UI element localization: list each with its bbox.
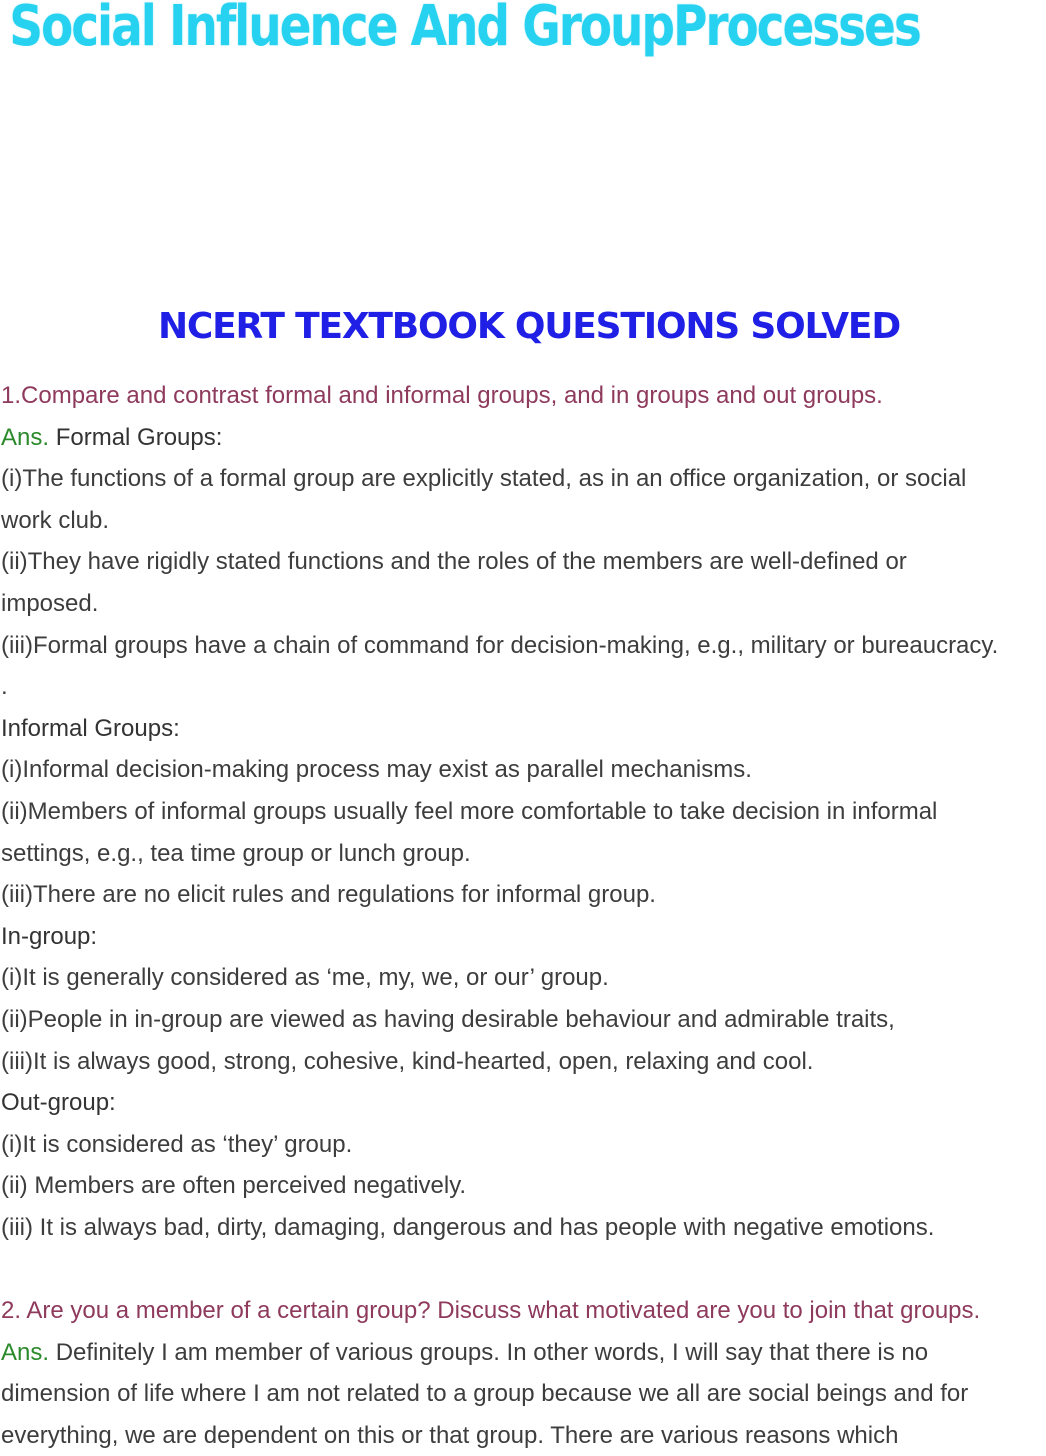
formal-line: (iii)Formal groups have a chain of command for decision-making, e.g., military or bureaucracy. [1,631,999,659]
formal-groups-heading: Formal Groups: [49,423,223,451]
in-group-line: (ii)People in in-group are viewed as having desirable behaviour and admirable traits, [1,1005,895,1033]
in-group-line: (i)It is generally considered as ‘me, my, we, or our’ group. [1,964,609,992]
informal-line: settings, e.g., tea time group or lunch group. [1,839,471,867]
answer-2-line: dimension of life where I am not related to a group because we all are social beings and for [1,1380,969,1408]
out-group-line: (i)It is considered as ‘they’ group. [1,1130,353,1158]
formal-line: (i)The functions of a formal group are explicitly stated, as in an office organization, or social [1,465,967,493]
in-group-line: (iii)It is always good, strong, cohesive, kind-hearted, open, relaxing and cool. [1,1047,814,1075]
formal-line: . [1,673,8,701]
answer-2-line: everything, we are dependent on this or that group. There are various reasons which [1,1421,899,1449]
informal-line: (ii)Members of informal groups usually feel more comfortable to take decision in informal [1,797,938,825]
informal-groups-heading: Informal Groups: [1,714,180,742]
in-group-heading: In-group: [1,922,98,950]
question-2: 2. Are you a member of a certain group? Discuss what motivated are you to join that groups. [1,1297,981,1325]
informal-line: (i)Informal decision-making process may exist as parallel mechanisms. [1,756,752,784]
out-group-line: (iii) It is always bad, dirty, damaging, dangerous and has people with negative emotions. [1,1213,935,1241]
spacer [1,1248,1046,1290]
formal-line: work club. [1,506,110,534]
document-body [1,375,1046,1456]
ans-label: Ans. [1,1338,50,1366]
out-group-line: (ii) Members are often perceived negatively. [1,1172,467,1200]
ans-label: Ans. [1,423,50,451]
answer-2-line [1,1332,1046,1374]
section-heading: NCERT TEXTBOOK QUESTIONS SOLVED [157,306,901,347]
formal-line: imposed. [1,589,99,617]
informal-line: (iii)There are no elicit rules and regulations for informal group. [1,881,656,909]
out-group-heading: Out-group: [1,1089,116,1117]
page-title: Social Influence And GroupProcesses [9,0,920,59]
answer-2-text: Definitely I am member of various groups. In other words, I will say that there is no [49,1338,929,1366]
answer-1-intro [1,417,1046,459]
formal-line: (ii)They have rigidly stated functions and the roles of the members are well-defined or [1,548,907,576]
question-1: 1.Compare and contrast formal and informal groups, and in groups and out groups. [1,382,883,409]
